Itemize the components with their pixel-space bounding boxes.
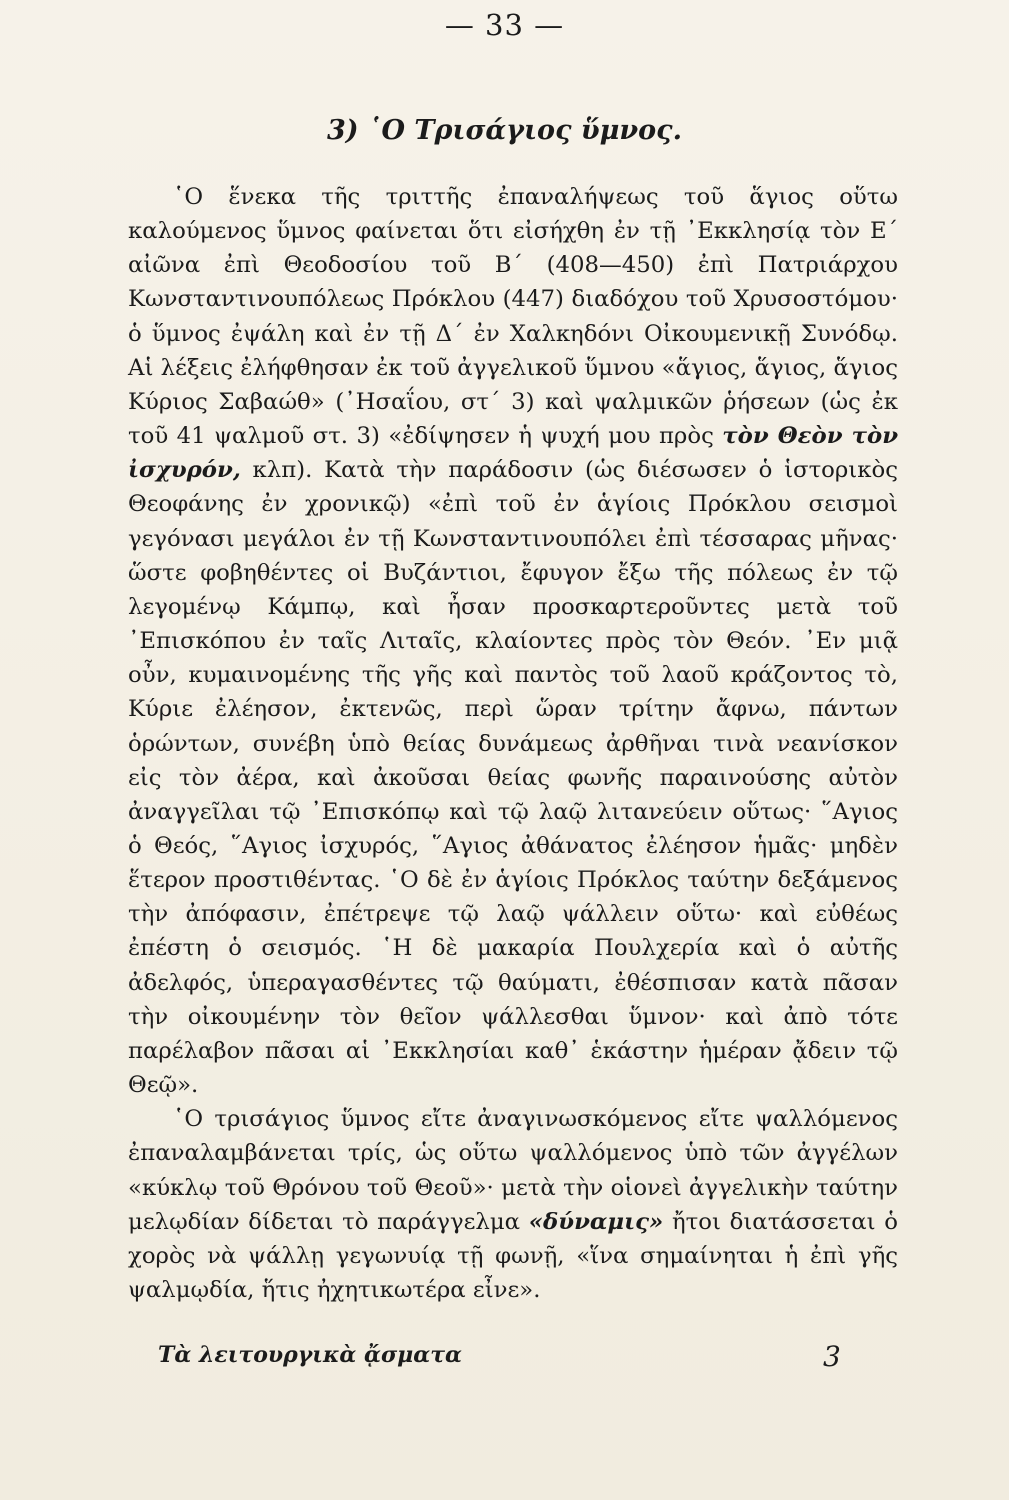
paragraph-1-text-before: ῾Ο ἕνεκα τῆς τριττῆς ἐπαναλήψεως τοῦ ἅγιος οὕτω καλούμενος ὕμνος φαίνεται ὅτι εἰσήχθη ἐν τῇ ᾿Εκκλησίᾳ τὸν Ε΄ αἰῶνα ἐπὶ Θεοδοσίου τοῦ Β΄ (408—450) ἐπὶ Πατριάρχου Κωνσταντινουπόλεως Πρόκλου (447) διαδόχου τοῦ Χρυσοστόμου· ὁ ὕμνος ἐψάλη καὶ ἐν τῇ Δ΄ ἐν Χαλκηδόνι Οἰκουμενικῇ Συνόδῳ. Αἱ λέξεις ἐλήφθησαν ἐκ τοῦ ἀγγελικοῦ ὕμνου «ἅγιος, ἅγιος, ἅγιος Κύριος Σαβαώθ» (᾿Ησαΐου, στ΄ 3) καὶ ψαλμικῶν ῥήσεων (ὡς ἐκ τοῦ 41 ψαλμοῦ στ. 3) «ἐδίψησεν ἡ ψυχή μου πρὸς bbox=[128, 184, 898, 450]
signature-mark: 3 bbox=[823, 1340, 841, 1373]
section-heading bbox=[0, 115, 1009, 146]
paragraph-2 bbox=[128, 1102, 898, 1307]
paragraph-1-text-after: κλπ). Κατὰ τὴν παράδοσιν (ὡς διέσωσεν ὁ ἱστορικὸς Θεοφάνης ἐν χρονικῷ) «ἐπὶ τοῦ ἐν ἁγίοις Πρόκλου σεισμοὶ γεγόνασι μεγάλοι ἐν τῇ Κωνσταντινουπόλει ἐπὶ τέσσαρας μῆνας· ὥστε φοβηθέντες οἱ Βυζάντιοι, ἔφυγον ἔξω τῆς πόλεως ἐν τῷ λεγομένῳ Κάμπῳ, καὶ ἦσαν προσκαρτεροῦντες μετὰ τοῦ ᾿Επισκόπου ἐν ταῖς Λιταῖς, κλαίοντες πρὸς τὸν Θεόν. ᾿Εν μιᾷ οὖν, κυμαινομένης τῆς γῆς καὶ παντὸς τοῦ λαοῦ κράζοντος τὸ, Κύριε ἐλέησον, ἐκτενῶς, περὶ ὥραν τρίτην ἄφνω, πάντων ὁρώντων, συνέβη ὑπὸ θείας δυνάμεως ἀρθῆναι τινὰ νεανίσκον εἰς τὸν ἀέρα, καὶ ἀκοῦσαι θείας φωνῆς παραινούσης αὐτὸν ἀναγγεῖλαι τῷ ᾿Επισκόπῳ καὶ τῷ λαῷ λιτανεύειν οὕτως· ῞Αγιος ὁ Θεός, ῞Αγιος ἰσχυρός, ῞Αγιος ἀθάνατος ἐλέησον ἡμᾶς· μηδὲν ἕτερον προστιθέντας. ῾Ο δὲ ἐν ἁγίοις Πρόκλος ταύτην δεξάμενος τὴν ἀπόφασιν, ἐπέτρεψε τῷ λαῷ ψάλλειν οὕτω· καὶ εὐθέως ἐπέστη ὁ σεισμός. ῾Η δὲ μακαρία Πουλχερία καὶ ὁ αὐτῆς ἀδελφός, ὑπεραγασθέντες τῷ θαύματι, ἐθέσπισαν κατὰ πᾶσαν τὴν οἰκουμένην τὸν θεῖον ψάλλεσθαι ὕμνον· καὶ ἀπὸ τότε παρέλαβον πᾶσαι αἱ ᾿Εκκλησίαι καθ᾿ ἑκάστην ἡμέραν ᾄδειν τῷ Θεῷ». bbox=[128, 457, 898, 1099]
paragraph-2-emphasis: «δύναμις» bbox=[528, 1208, 664, 1235]
paragraph-1 bbox=[128, 180, 898, 1102]
paragraph-2-text-after: ἤτοι διατάσσεται ὁ χορὸς νὰ ψάλλῃ γεγωνυίᾳ τῇ φωνῇ, «ἵνα σημαίνηται ἡ ἐπὶ γῆς ψαλμῳδία, ἥτις ἠχητικωτέρα εἶνε». bbox=[128, 1208, 899, 1303]
section-title: ῾Ο Τρισάγιος ὕμνος. bbox=[367, 115, 682, 146]
page-number: — 33 — bbox=[444, 8, 565, 42]
paragraph-2-text-before: ῾Ο τρισάγιος ὕμνος εἴτε ἀναγινωσκόμενος εἴτε ψαλλόμενος ἐπαναλαμβάνεται τρίς, ὡς οὕτω ψαλλόμενος ὑπὸ τῶν ἀγγέλων «κύκλῳ τοῦ Θρόνου τοῦ Θεοῦ»· μετὰ τὴν οἱονεὶ ἀγγελικὴν ταύτην μελῳδίαν δίδεται τὸ παράγγελμα bbox=[128, 1106, 898, 1235]
body-text bbox=[128, 180, 898, 1307]
footer-title: Τὰ λειτουργικὰ ᾄσματα bbox=[158, 1342, 462, 1368]
paragraph-1-emphasis: τὸν Θεὸν τὸν ἰσχυρόν, bbox=[128, 423, 899, 484]
section-number: 3) bbox=[326, 115, 359, 146]
